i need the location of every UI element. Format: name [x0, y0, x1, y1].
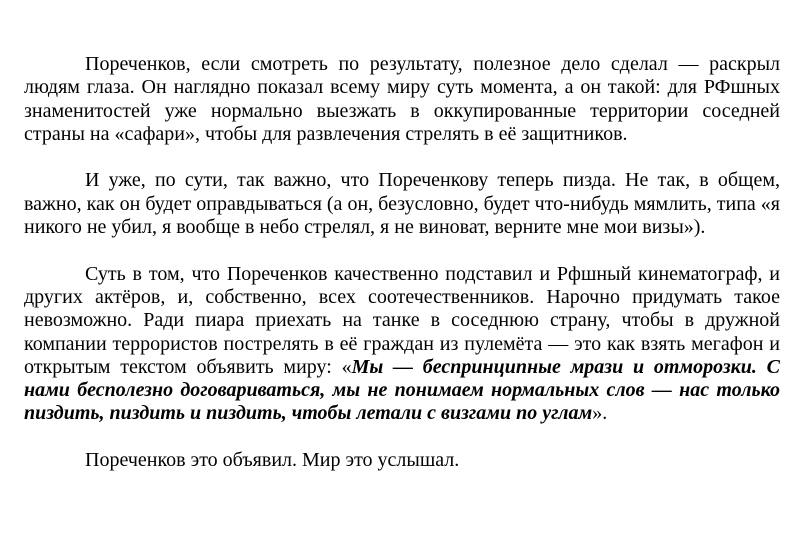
paragraph-3-lead-text: Суть в том, что Пореченков качественно подставил и Рфшный кинематограф, и других актёров, и, собственно, всех соотечественников. Нарочно придумать такое невозможно. Ради пиара приехать на танке в соседнюю страну, чтобы в дружной компании террористов пострелять в её граждан из пулемёта — это как взять мегафон и открытым текстом объявить миру: « [24, 262, 780, 378]
paragraph-4: Пореченков это объявил. Мир это услышал. [85, 449, 460, 472]
paragraph-3-closing-text: ». [592, 402, 608, 425]
paragraph-3 [24, 263, 780, 426]
document-page [24, 53, 780, 496]
paragraph-2: И уже, по сути, так важно, что Пореченкову теперь пизда. Не так, в общем, важно, как он будет оправдываться (а он, безусловно, будет что-нибудь мямлить, типа «я никого не убил, я вообще в небо стрелял, я не виноват, верните мне мои визы»). [24, 169, 780, 239]
paragraph-3-emphasized-quote: Мы — беспринципные мрази и отморозки. С нами бесполезно договариваться, мы не понимаем нормальных слов — нас только пиздить, пиздить и пиздить, чтобы летали с визгами по углам [24, 355, 781, 425]
paragraph-1: Пореченков, если смотреть по результату, полезное дело сделал — раскрыл людям глаза. Он наглядно показал всему миру суть момента, а он такой: для РФшных знаменитостей уже нормально выезжать в оккупированные территории соседней страны на «сафари», чтобы для развлечения стрелять в её защитников. [24, 53, 780, 145]
